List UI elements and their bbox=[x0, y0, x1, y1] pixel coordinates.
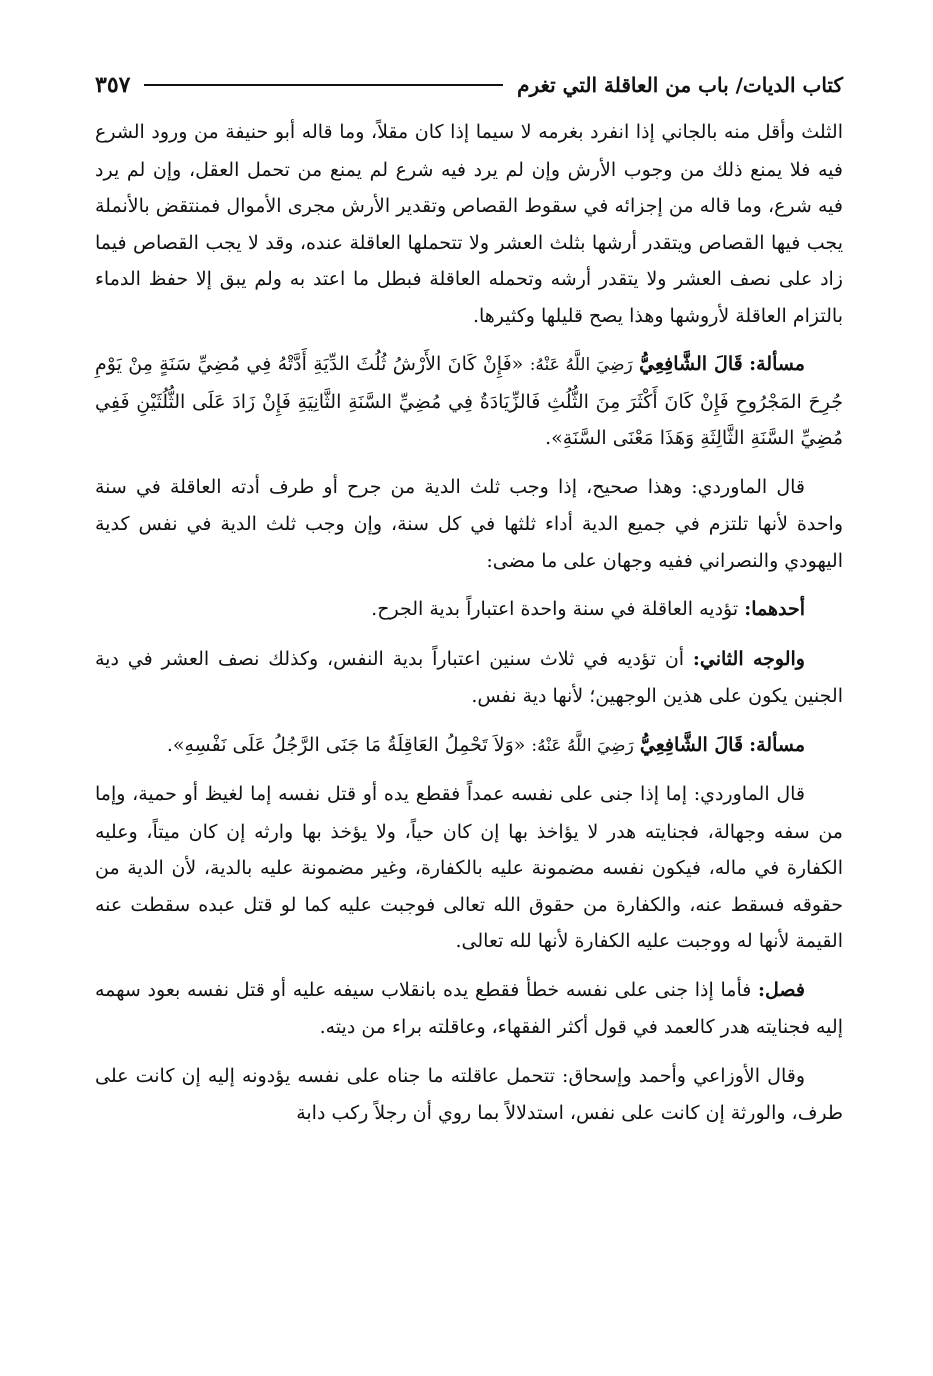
paragraph-text: قال الماوردي: وهذا صحيح، إذا وجب ثلث الدية من جرح أو طرف أدته العاقلة في سنة واحدة لأنها تلتزم في جميع الدية أداء ثلثها في كل سنة، وإن وجب ثلث الدية في نفس كدية اليهودي والنصراني ففيه وجهان على ما مضى: bbox=[95, 475, 843, 572]
paragraph bbox=[95, 727, 843, 765]
paragraph-text: «فَإِنْ كَانَ الأَرْشُ ثُلُثَ الدِّيَةِ أَدَّتْهُ فِي مُضِيِّ سَنَةٍ مِنْ يَوْمِ جُرِحَ المَجْرُوحِ فَإِنْ كَانَ أَكْثَرَ مِنَ الثُّلُثِ فَالزِّيَادَةُ فِي مُضِيِّ السَّنَةِ الثَّانِيَةِ فَإِنْ زَادَ عَلَى الثُّلُثَيْنِ فَفِي مُضِيِّ السَّنَةِ الثَّالِثَةِ وَهَذَا مَعْنَى السَّنَةِ». bbox=[95, 353, 843, 449]
honorific: رَضِيَ اللَّهُ عَنْهُ: bbox=[531, 735, 634, 756]
page-number: ٣٥٧ bbox=[95, 72, 131, 98]
paragraph bbox=[95, 776, 843, 960]
paragraph-lead: مسألة: bbox=[749, 733, 805, 756]
running-title: كتاب الديات/ باب من العاقلة التي تغرم bbox=[517, 73, 843, 97]
paragraph bbox=[95, 469, 843, 580]
honorific: رَضِيَ اللَّهُ عَنْهُ: bbox=[529, 355, 633, 375]
paragraph bbox=[95, 346, 843, 457]
paragraph-text: الثلث وأقل منه بالجاني إذا انفرد بغرمه لا سيما إذا كان مقلاً، وما قاله أبو حنيفة من ورود الشرع فيه فلا يمنع ذلك من وجوب الأرش وإن لم يرد فيه شرع لم يمنع من تحمل العقل، وإن لم يرد فيه شرع، وما قاله من إجزائه في سقوط القصاص وتقدير الأرش مجرى الأموال فمنتقض بالأنملة يجب فيها القصاص ويتقدر أرشها بثلث العشر ولا تتحملها العاقلة عنده، وقد لا يجب القصاص فيما زاد على نصف العشر ولا يتقدر أرشه وتحمله العاقلة فبطل ما اعتد به ولم يبق إلا حفظ الدماء بالتزام العاقلة لأروشها وهذا يصح قليلها وكثيرها. bbox=[95, 121, 843, 327]
paragraph-lead: أحدهما: bbox=[744, 598, 805, 620]
paragraph-text: فأما إذا جنى على نفسه خطأ فقطع يده بانقلاب سيفه عليه أو قتل نفسه بعود سهمه إليه فجنايته هدر كالعمد في قول أكثر الفقهاء، وعاقلته براء من ديته. bbox=[95, 978, 843, 1038]
page-body bbox=[95, 114, 843, 1132]
paragraph bbox=[95, 972, 843, 1046]
paragraph-text: قال الماوردي: إما إذا جنى على نفسه عمداً فقطع يده أو قتل نفسه إما لغيظ أو حمية، وإما من سفه وجهالة، فجنايته هدر لا يؤاخذ بها إن كان حياً، ولا يؤخذ بها وارثه إن كان ميتاً، وعليه الكفارة في ماله، فيكون نفسه مضمونة عليه بالكفارة، وغير مضمونة عليه بالدية، لأن الدية من حقوقه فسقط عنه، والكفارة من حقوق الله تعالى فوجبت عليه كما لو قتل عبده سقطت عنه القيمة لأنها له ووجبت عليه الكفارة لأنها لله تعالى. bbox=[95, 783, 843, 952]
paragraph-text: «وَلاَ تَحْمِلُ العَاقِلَةُ مَا جَنَى الرَّجُلُ عَلَى نَفْسِهِ». bbox=[166, 733, 526, 756]
paragraph bbox=[95, 591, 843, 629]
paragraph-text: تؤديه العاقلة في سنة واحدة اعتباراً بدية الجرح. bbox=[371, 598, 739, 620]
running-header bbox=[95, 62, 843, 108]
paragraph bbox=[95, 1058, 843, 1132]
paragraph-lead: فصل: bbox=[758, 978, 805, 1001]
speaker: قَالَ الشَّافِعِيُّ bbox=[639, 353, 743, 375]
paragraph-lead: مسألة: bbox=[749, 353, 805, 375]
paragraph-text: أن تؤديه في ثلاث سنين اعتباراً بدية النفس، وكذلك نصف العشر في دية الجنين يكون على هذين الوجهين؛ لأنها دية نفس. bbox=[95, 647, 843, 707]
paragraph bbox=[95, 641, 843, 715]
paragraph-text: وقال الأوزاعي وأحمد وإسحاق: تتحمل عاقلته ما جناه على نفسه يؤدونه إليه إن كانت على طرف، والورثة إن كانت على نفس، استدلالاً بما روي أن رجلاً ركب دابة bbox=[95, 1064, 843, 1124]
speaker: قَالَ الشَّافِعِيُّ bbox=[639, 733, 744, 756]
paragraph bbox=[95, 114, 843, 334]
header-rule bbox=[144, 84, 503, 86]
paragraph-lead: والوجه الثاني: bbox=[692, 647, 805, 670]
